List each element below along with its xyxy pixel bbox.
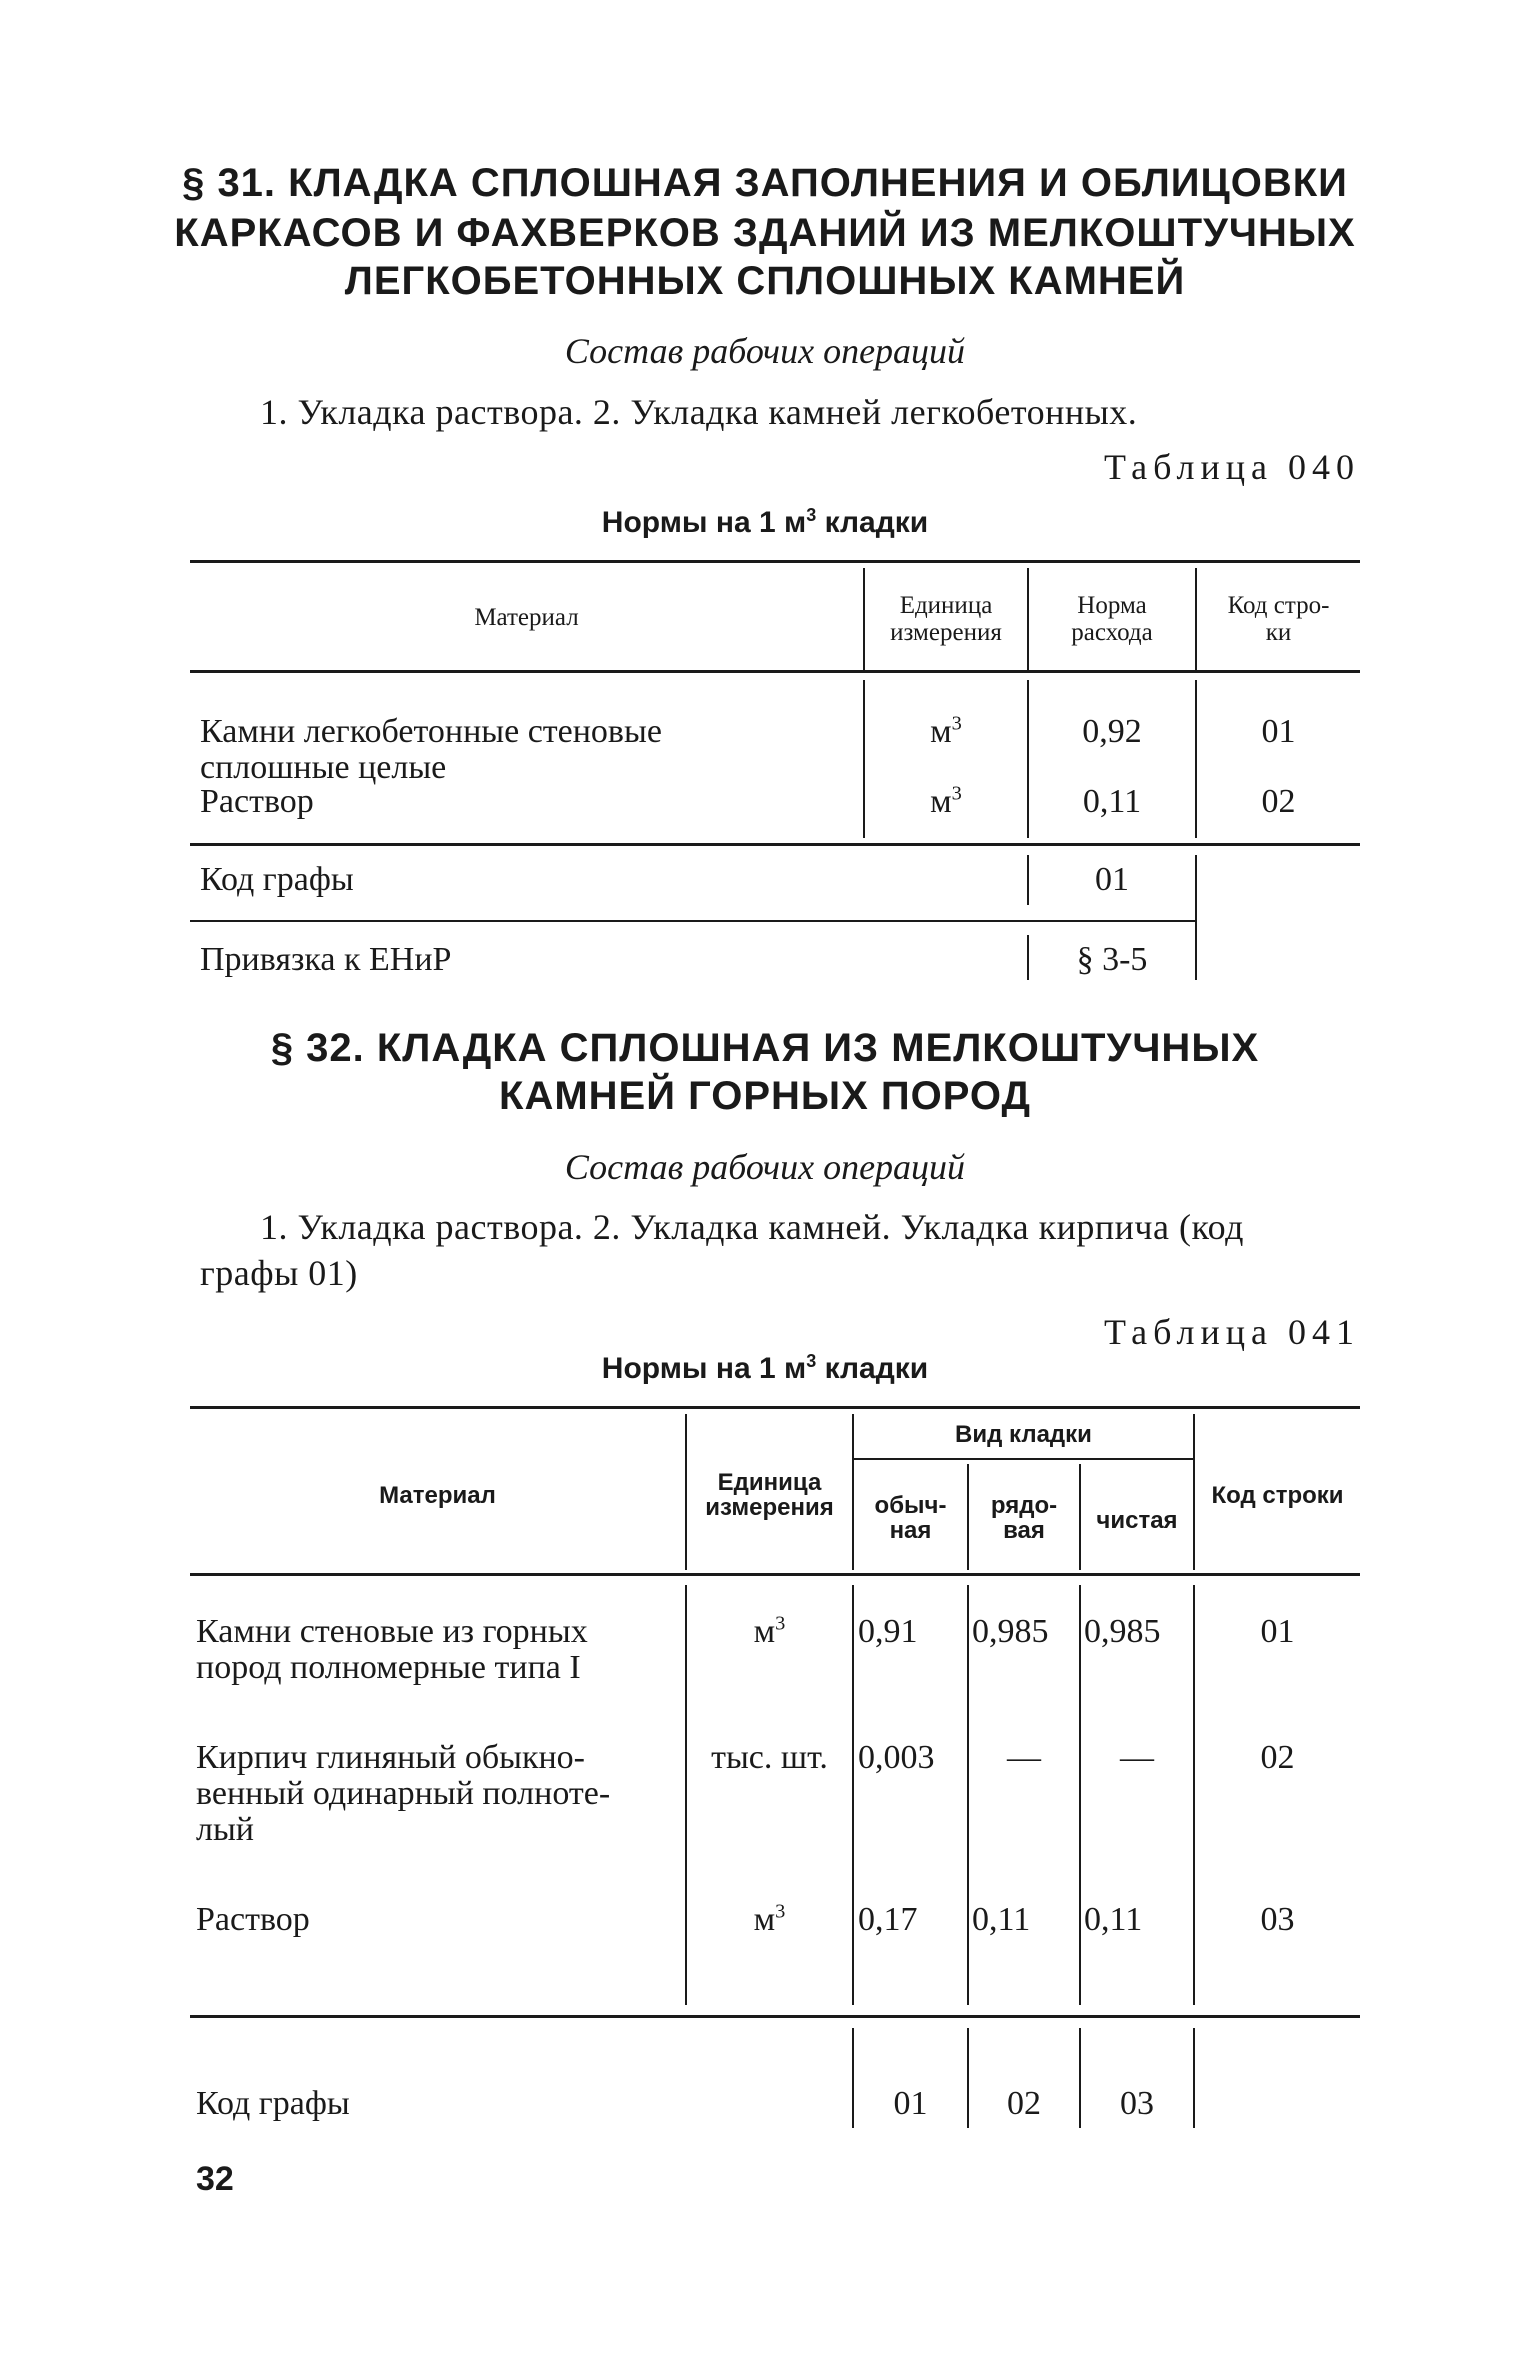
section32-title-line2: КАМНЕЙ ГОРНЫХ ПОРОД	[499, 1074, 1031, 1118]
col-divider	[1079, 1585, 1081, 2005]
footer-code-label: Код графы	[200, 861, 354, 898]
row1-clean: 0,985	[1084, 1613, 1161, 1650]
header-material: Материал	[474, 604, 579, 631]
header-ordinary	[854, 1493, 967, 1543]
footer-code-row-type: 02	[1007, 2085, 1041, 2122]
section31-ops-text: 1. Укладка раствора. 2. Укладка камней легкобетонных.	[260, 392, 1138, 432]
header-kind: Вид кладки	[955, 1421, 1092, 1448]
header-unit-line2: измерения	[705, 1494, 834, 1521]
section31-title-line2: КАРКАСОВ И ФАХВЕРКОВ ЗДАНИЙ ИЗ МЕЛКОШТУЧНЫХ	[174, 211, 1356, 255]
section32-title-line1: § 32. КЛАДКА СПЛОШНАЯ ИЗ МЕЛКОШТУЧНЫХ	[270, 1026, 1260, 1070]
row1-unit: $м^3$	[753, 1612, 786, 1650]
rule	[190, 920, 1195, 922]
col-divider	[1193, 2028, 1195, 2128]
row1-material-line2: сплошные целые	[200, 749, 447, 786]
header-norm-line2: расхода	[1071, 619, 1153, 646]
row2-material	[196, 1740, 672, 1848]
row2-clean: —	[1120, 1739, 1154, 1776]
rule	[190, 670, 1360, 673]
section32-ops-text-line1: 1. Укладка раствора. 2. Укладка камней. Укладка кирпича (код	[260, 1207, 1244, 1247]
footer-enir-label: Привязка к ЕНиР	[200, 941, 452, 978]
header-clean: чистая	[1096, 1507, 1178, 1534]
row1-norm: 0,92	[1082, 713, 1142, 750]
col-divider	[1195, 855, 1197, 980]
row2-material-line1: Кирпич глиняный обыкно-	[196, 1739, 585, 1776]
section31-ops-heading: Состав рабочих операций	[564, 331, 966, 371]
row1-code: 01	[1261, 713, 1296, 750]
header-code-line1: Код стро-	[1227, 592, 1330, 619]
header-unit-line1: Единица	[899, 592, 993, 619]
header-norm	[1029, 592, 1195, 646]
section31-table-number: Таблица 040	[1104, 447, 1360, 487]
footer-code-label: Код графы	[196, 2085, 350, 2122]
section32-norms-title: Нормы на 1 $м^3$ кладки	[601, 1351, 929, 1385]
header-row-type	[969, 1493, 1079, 1543]
row1-material-line1: Камни стеновые из горных	[196, 1613, 588, 1650]
header-norm-line1: Норма	[1077, 592, 1147, 619]
footer-code-clean: 03	[1120, 2085, 1154, 2122]
col-divider	[852, 1585, 854, 2005]
row3-material: Раствор	[196, 1901, 310, 1938]
header-code-line2: ки	[1265, 619, 1292, 646]
row3-row-type: 0,11	[972, 1901, 1031, 1938]
footer-code-ordinary: 01	[893, 2085, 928, 2122]
table-row	[200, 714, 662, 786]
rule	[852, 1458, 1193, 1460]
row2-ordinary: 0,003	[858, 1739, 935, 1776]
row2-norm: 0,11	[1082, 783, 1142, 820]
row1-material-line2: пород полномерные типа I	[196, 1649, 581, 1686]
section31-norms-title: Нормы на 1 $м^3$ кладки	[601, 505, 929, 539]
rule	[190, 1573, 1360, 1576]
row3-ordinary: 0,17	[858, 1901, 918, 1938]
section32-ops-heading: Состав рабочих операций	[564, 1147, 966, 1187]
section32-table-number: Таблица 041	[1104, 1312, 1360, 1352]
header-row-type-line1: рядо-	[990, 1492, 1058, 1519]
rule	[190, 843, 1360, 846]
row2-material-line3: лый	[196, 1811, 255, 1848]
rule	[190, 1406, 1360, 1409]
header-unit-line2: измерения	[890, 619, 1002, 646]
row2-material-line2: венный одинарный полноте-	[196, 1775, 611, 1812]
header-ordinary-line1: обыч-	[874, 1492, 947, 1519]
header-unit	[687, 1470, 852, 1520]
footer-enir-value: § 3-5	[1076, 941, 1148, 978]
header-code	[1197, 592, 1360, 646]
section31-title-line3: ЛЕГКОБЕТОННЫХ СПЛОШНЫХ КАМНЕЙ	[344, 259, 1186, 303]
footer-code-value: 01	[1095, 861, 1129, 898]
rule	[190, 560, 1360, 563]
page-number: 32	[196, 2160, 234, 2198]
header-unit-line1: Единица	[717, 1469, 822, 1496]
header-material: Материал	[379, 1482, 496, 1509]
header-code: Код строки	[1211, 1482, 1344, 1509]
row2-code: 02	[1261, 783, 1296, 820]
row2-unit: $м^3$	[930, 782, 962, 820]
row1-ordinary: 0,91	[858, 1613, 918, 1650]
row1-material	[196, 1614, 672, 1686]
rule	[190, 2015, 1360, 2018]
row1-unit: $м^3$	[930, 712, 962, 750]
row1-row-type: 0,985	[972, 1613, 1049, 1650]
row1-material-line1: Камни легкобетонные стеновые	[200, 713, 662, 750]
row1-code: 01	[1260, 1613, 1295, 1650]
col-divider	[967, 1585, 969, 2005]
row2-unit: тыс. шт.	[711, 1739, 828, 1776]
row3-clean: 0,11	[1084, 1901, 1143, 1938]
header-row-type-line2: вая	[1003, 1517, 1045, 1544]
section32-ops-text-line2: графы 01)	[200, 1253, 358, 1293]
row2-code: 02	[1260, 1739, 1295, 1776]
section31-title-line1: § 31. КЛАДКА СПЛОШНАЯ ЗАПОЛНЕНИЯ И ОБЛИЦОВКИ	[182, 161, 1348, 205]
row3-code: 03	[1260, 1901, 1295, 1938]
row2-material: Раствор	[200, 783, 314, 820]
header-unit	[865, 592, 1027, 646]
row2-row-type: —	[1007, 1739, 1041, 1776]
row3-unit: $м^3$	[753, 1900, 786, 1938]
header-ordinary-line2: ная	[889, 1517, 932, 1544]
